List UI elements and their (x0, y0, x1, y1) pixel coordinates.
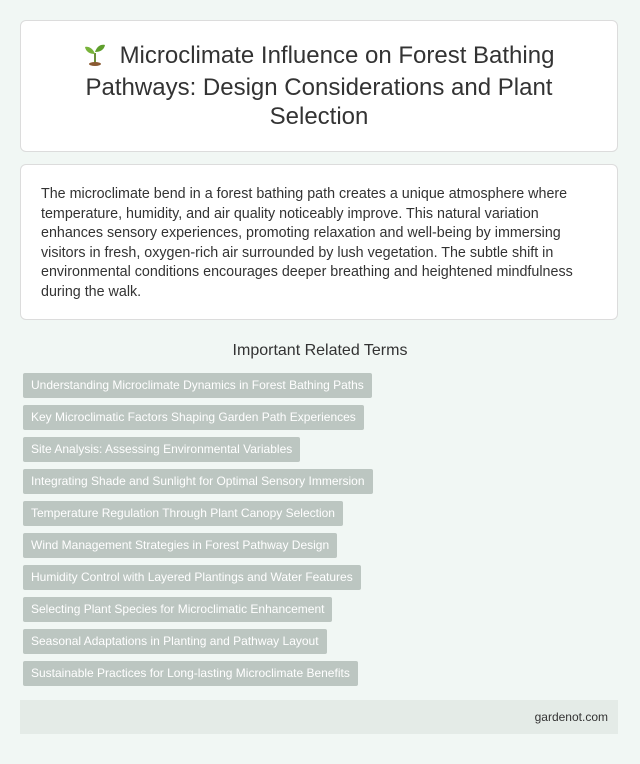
related-term-link[interactable]: Temperature Regulation Through Plant Canopy Selection (23, 501, 343, 526)
related-term-link[interactable]: Key Microclimatic Factors Shaping Garden Path Experiences (23, 405, 364, 430)
page-title-text: Microclimate Influence on Forest Bathing Pathways: Design Considerations and Plant Selection (85, 42, 555, 130)
related-term-link[interactable]: Selecting Plant Species for Microclimatic Enhancement (23, 597, 332, 622)
description-card (20, 164, 618, 320)
related-term-link[interactable]: Humidity Control with Layered Plantings and Water Features (23, 565, 361, 590)
description-text: The microclimate bend in a forest bathing path creates a unique atmosphere where temperature, humidity, and air quality noticeably improve. This natural variation enhances sensory experiences, promoting relaxation and well-being by immersing visitors in fresh, oxygen-rich air surrounded by lush vegetation. The subtle shift in environmental conditions encourages deeper breathing and heightened mindfulness during the walk. (41, 186, 573, 300)
related-term-link[interactable]: Understanding Microclimate Dynamics in Forest Bathing Paths (23, 373, 372, 398)
page-title (51, 41, 587, 131)
related-term-link[interactable]: Site Analysis: Assessing Environmental Variables (23, 437, 300, 462)
title-card (20, 20, 618, 152)
related-term-link[interactable]: Seasonal Adaptations in Planting and Pathway Layout (23, 629, 327, 654)
footer (20, 700, 618, 734)
related-terms-heading: Important Related Terms (232, 342, 408, 359)
related-term-link[interactable]: Sustainable Practices for Long-lasting Microclimate Benefits (23, 661, 358, 686)
related-term-link[interactable]: Integrating Shade and Sunlight for Optimal Sensory Immersion (23, 469, 373, 494)
sprout-icon (84, 42, 106, 73)
footer-site-link[interactable]: gardenot.com (534, 710, 608, 724)
related-terms-list (23, 373, 373, 693)
related-term-link[interactable]: Wind Management Strategies in Forest Pathway Design (23, 533, 337, 558)
